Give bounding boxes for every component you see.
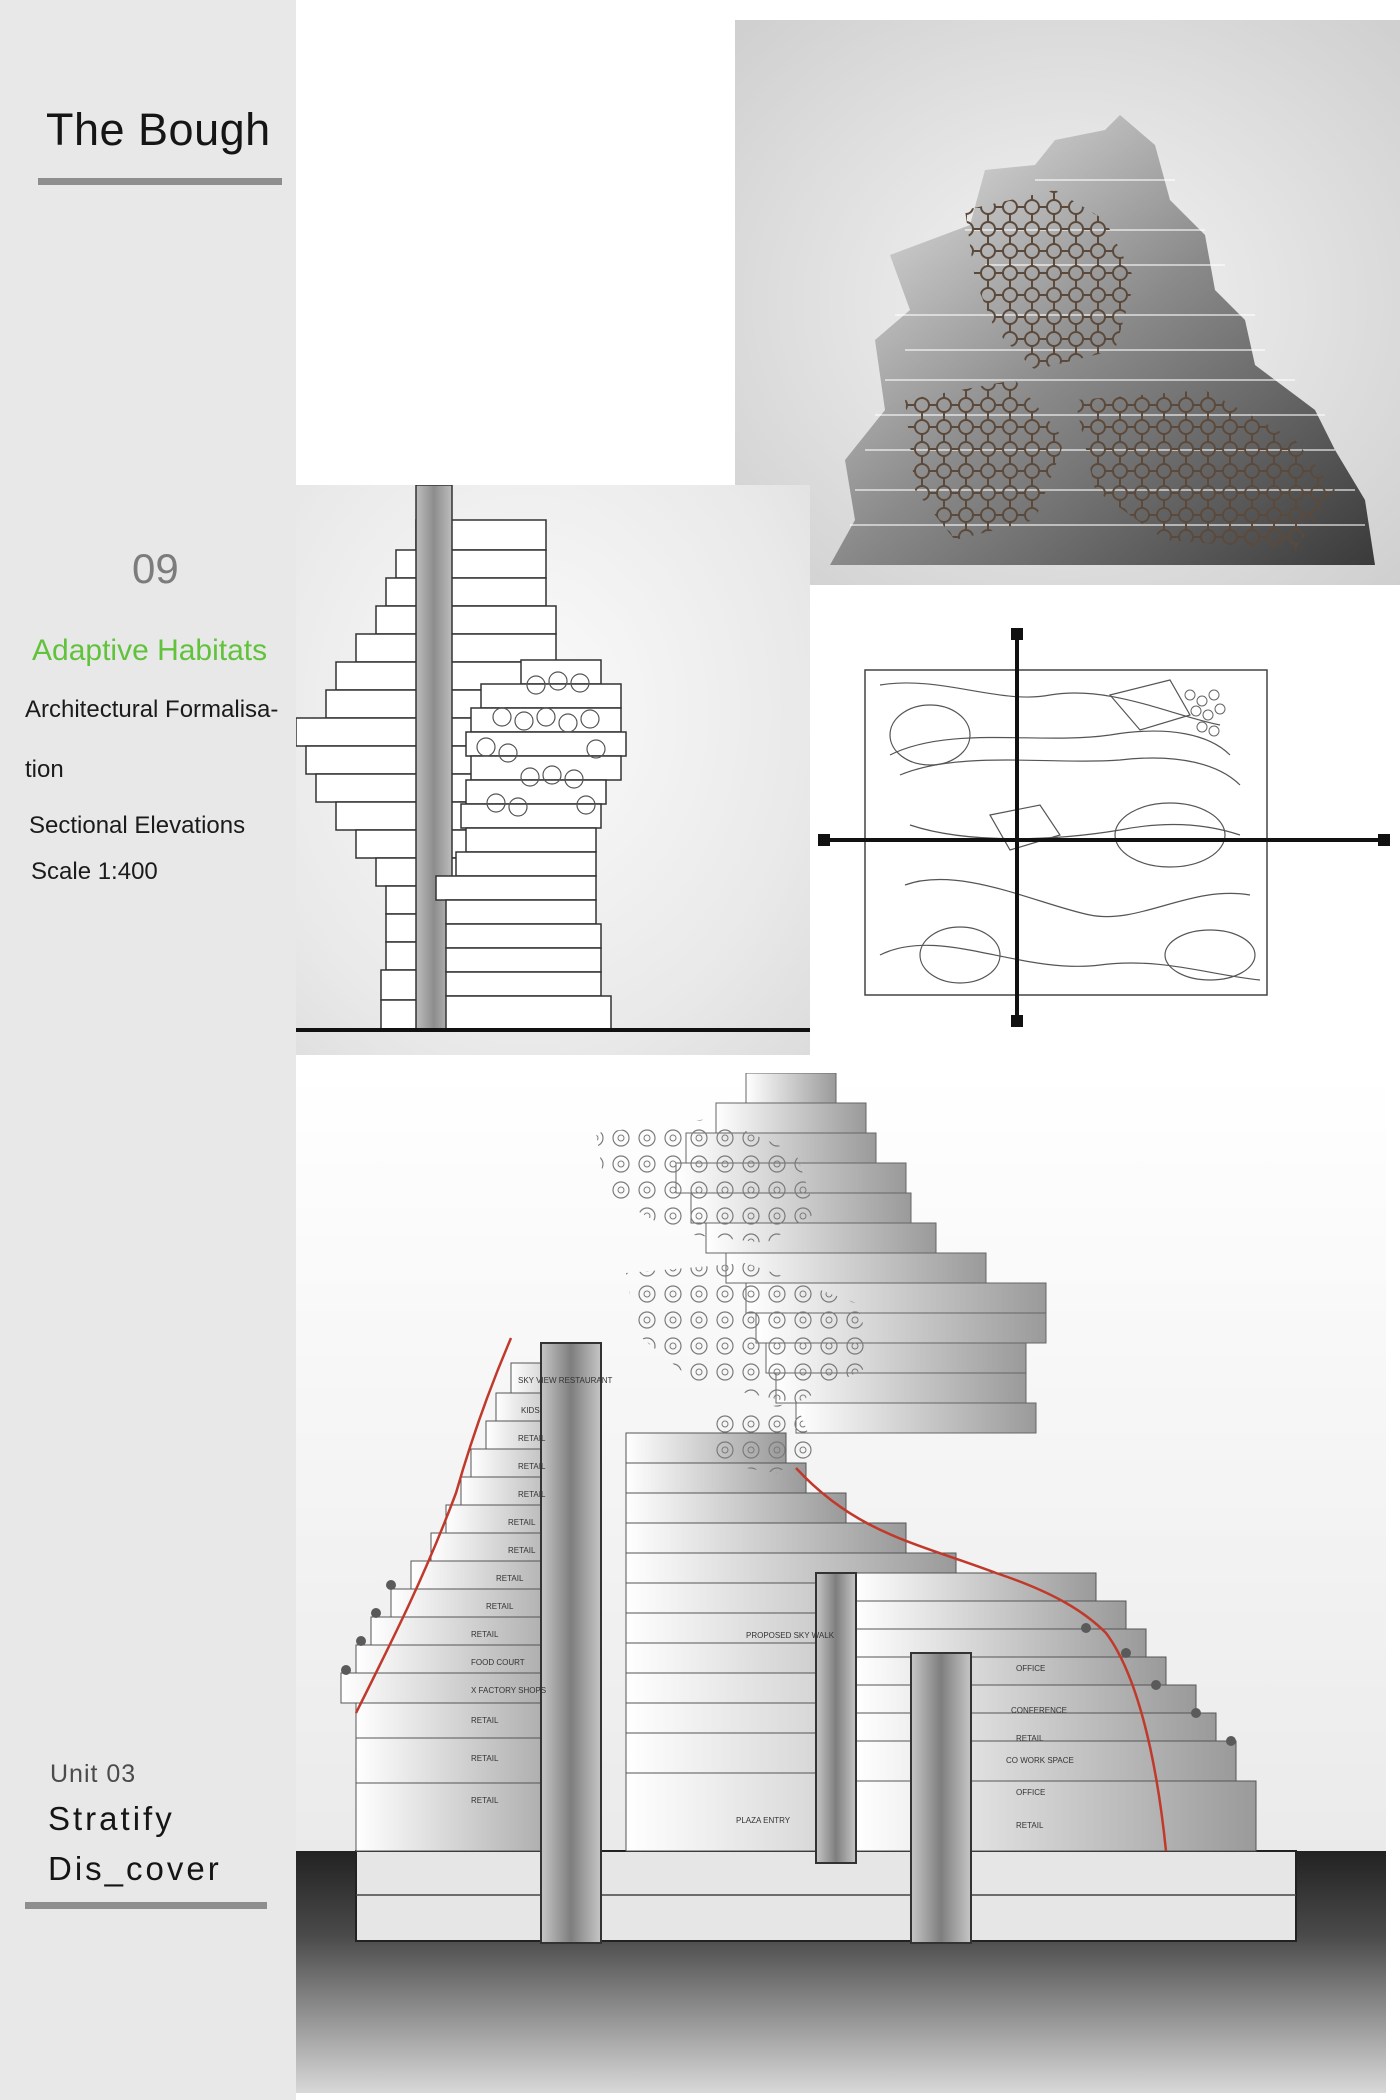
label-factory-shops: X FACTORY SHOPS	[471, 1686, 547, 1695]
label-retail-3: RETAIL	[518, 1490, 546, 1499]
sectional-elevation-drawing	[296, 485, 810, 1055]
section-title: Adaptive Habitats	[32, 634, 268, 667]
label-sky-walk: PROPOSED SKY WALK	[746, 1631, 835, 1640]
label-retail-12: RETAIL	[1016, 1734, 1044, 1743]
title-divider	[38, 178, 282, 185]
label-office-1: OFFICE	[1016, 1664, 1046, 1673]
sectional-elevation	[296, 485, 810, 1055]
label-kids: KIDS	[521, 1406, 540, 1415]
label-retail-7: RETAIL	[486, 1602, 514, 1611]
label-retail-2: RETAIL	[518, 1462, 546, 1471]
label-retail-13: RETAIL	[1016, 1821, 1044, 1830]
label-co-work: CO WORK SPACE	[1006, 1756, 1074, 1765]
label-plaza-entry: PLAZA ENTRY	[736, 1816, 791, 1825]
massing-render-drawing	[735, 20, 1400, 585]
label-office-2: OFFICE	[1016, 1788, 1046, 1797]
label-retail-4: RETAIL	[508, 1518, 536, 1527]
label-retail-6: RETAIL	[496, 1574, 524, 1583]
unit-label: Unit 03	[50, 1760, 137, 1788]
footer-divider	[25, 1902, 267, 1909]
project-name-line-2: Dis_cover	[48, 1850, 222, 1887]
massing-render	[735, 20, 1400, 585]
project-title: The Bough	[46, 104, 271, 155]
building-section-drawing	[296, 1073, 1386, 2093]
label-retail-10: RETAIL	[471, 1754, 499, 1763]
label-sky-restaurant: SKY VIEW RESTAURANT	[518, 1376, 613, 1385]
label-retail-5: RETAIL	[508, 1546, 536, 1555]
sidebar	[0, 0, 296, 2100]
label-conference: CONFERENCE	[1011, 1706, 1068, 1715]
label-retail-1: RETAIL	[518, 1434, 546, 1443]
building-section	[296, 1073, 1386, 2093]
site-plan-drawing	[810, 585, 1400, 1050]
label-retail-8: RETAIL	[471, 1630, 499, 1639]
description-line-2: tion	[25, 756, 64, 783]
label-food-court: FOOD COURT	[471, 1658, 525, 1667]
project-name-line-1: Stratify	[48, 1800, 175, 1837]
drawing-scale: Scale 1:400	[31, 858, 158, 885]
sheet-number: 09	[132, 545, 179, 592]
site-plan	[810, 585, 1400, 1050]
drawing-type: Sectional Elevations	[29, 812, 246, 839]
description-line-1: Architectural Formalisa-	[25, 696, 279, 723]
label-retail-11: RETAIL	[471, 1796, 499, 1805]
label-retail-9: RETAIL	[471, 1716, 499, 1725]
